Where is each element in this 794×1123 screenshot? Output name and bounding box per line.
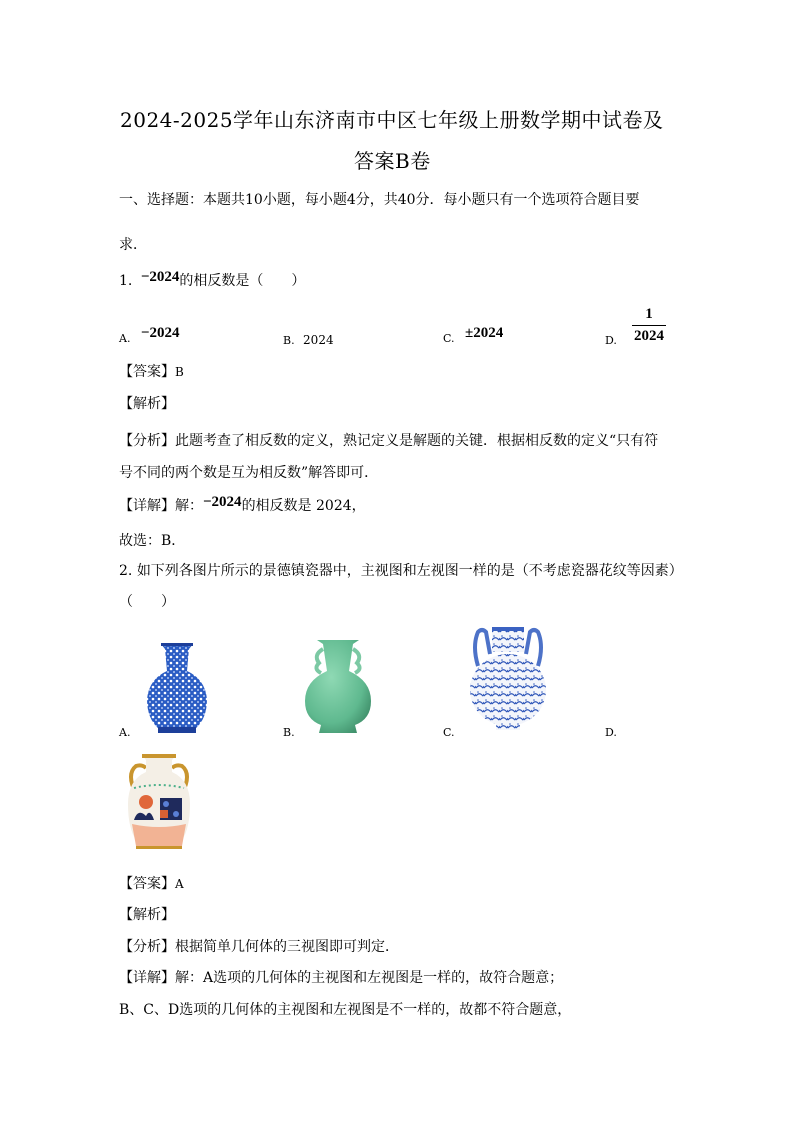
vase-c-moonflask-image bbox=[468, 626, 548, 732]
detail-tag: 【详解】 bbox=[119, 498, 175, 514]
question-2-stem-cont: （ ） bbox=[119, 594, 175, 610]
detail-suffix: 的相反数是 2024， bbox=[241, 498, 366, 514]
option-label: C. bbox=[443, 332, 455, 345]
fenxi-line bbox=[119, 433, 658, 449]
option-d bbox=[605, 332, 617, 349]
conclusion: 故选：B． bbox=[119, 533, 186, 549]
option-a-label: A. bbox=[119, 726, 131, 739]
fraction-denominator: 2024 bbox=[634, 328, 664, 344]
vase-d-imari-image bbox=[124, 754, 194, 854]
detail-line bbox=[119, 494, 366, 514]
question-number: 1. bbox=[119, 273, 133, 289]
question-number: 2. bbox=[119, 563, 133, 579]
answer-line bbox=[119, 364, 184, 380]
fenxi-tag: 【分析】 bbox=[119, 939, 175, 955]
document-title-line1: 2024-2025学年山东济南市中区七年级上册数学期中试卷及 bbox=[120, 108, 664, 132]
option-a bbox=[119, 325, 180, 347]
option-b bbox=[283, 332, 334, 349]
answer-tag: 【答案】 bbox=[119, 364, 175, 380]
vase-a-blue-white-image bbox=[145, 643, 209, 735]
analysis-tag: 【解析】 bbox=[119, 396, 175, 412]
fraction-numerator: 1 bbox=[645, 306, 653, 322]
question-text: 如下列各图片所示的景德镇瓷器中，主视图和左视图一样的是（不考虑瓷器花纹等因素） bbox=[136, 563, 683, 579]
document-title-line2: 答案B卷 bbox=[354, 149, 431, 173]
option-label: D. bbox=[605, 334, 617, 347]
section-heading: 一、选择题：本题共10小题，每小题4分，共40分．每小题只有一个选项符合题目要 bbox=[119, 192, 640, 208]
option-label: B. bbox=[283, 334, 295, 347]
detail-prefix: 解： bbox=[175, 498, 203, 514]
fenxi-line-2 bbox=[119, 939, 399, 955]
analysis-tag-2: 【解析】 bbox=[119, 907, 175, 923]
math-expression: −2024 bbox=[140, 269, 180, 285]
question-1-stem bbox=[119, 269, 306, 289]
option-label: A. bbox=[119, 332, 131, 345]
fraction-bar bbox=[632, 325, 666, 326]
vase-b-celadon-image bbox=[303, 639, 373, 735]
question-2-stem bbox=[119, 563, 683, 579]
option-value: ±2024 bbox=[464, 325, 504, 341]
detail-line-2-cont: B、C、D选项的几何体的主视图和左视图是不一样的，故都不符合题意， bbox=[119, 1002, 572, 1018]
fenxi-text: 根据简单几何体的三视图即可判定． bbox=[175, 939, 399, 955]
section-heading-cont: 求． bbox=[119, 237, 147, 253]
option-c-label: C. bbox=[443, 726, 455, 739]
answer-tag: 【答案】 bbox=[119, 876, 175, 892]
option-c bbox=[443, 325, 504, 347]
detail-line-2 bbox=[119, 970, 563, 986]
option-d-fraction bbox=[632, 303, 666, 344]
answer-line-2 bbox=[119, 876, 184, 892]
option-value: −2024 bbox=[140, 325, 180, 341]
answer-value: B bbox=[175, 365, 184, 379]
fenxi-line-cont: 号不同的两个数是互为相反数”解答即可． bbox=[119, 465, 379, 481]
detail-tag: 【详解】 bbox=[119, 970, 175, 986]
detail-text: 解：A选项的几何体的主视图和左视图是一样的，故符合题意； bbox=[175, 970, 564, 986]
fenxi-text: 此题考查了相反数的定义，熟记定义是解题的关键．根据相反数的定义“只有符 bbox=[175, 433, 659, 449]
option-b-label: B. bbox=[283, 726, 295, 739]
option-d-label: D. bbox=[605, 726, 617, 739]
question-text: 的相反数是（ ） bbox=[179, 273, 306, 289]
option-value: 2024 bbox=[303, 333, 334, 347]
answer-value: A bbox=[175, 877, 184, 891]
math-expression: −2024 bbox=[203, 494, 242, 510]
fenxi-tag: 【分析】 bbox=[119, 433, 175, 449]
